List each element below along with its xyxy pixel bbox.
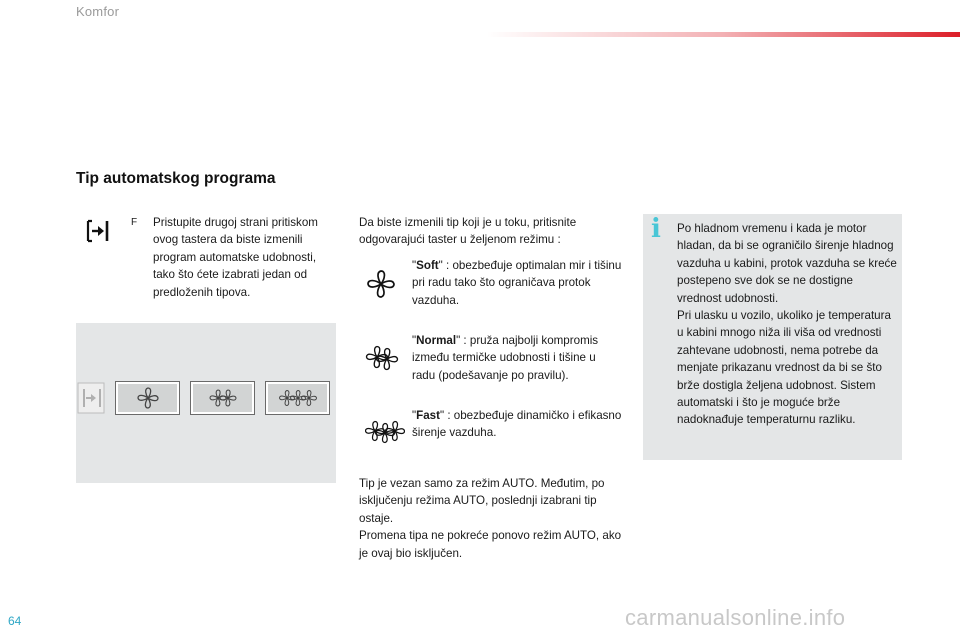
mode-soft-text: "Soft" : obezbeđuje optimalan mir i tišinu pri radu tako što ograničava protok vazduha. xyxy=(412,259,622,307)
info-text-entry: Pri ulasku u vozilo, ukoliko je temperatura u kabini mnogo niža ili viša od vrednosti zahtevane udobnosti, nema potrebe da menjate prikazanu vrednost da bi se što brže dostigla željena udobnost. Sistem automatski i što je moguće brže nadoknađuje temperaturnu razliku. xyxy=(677,309,891,427)
panel-soft-button[interactable] xyxy=(115,381,180,415)
bullet-marker: F xyxy=(131,217,138,228)
note-auto-restart: Promena tipa ne pokreće ponovo režim AUTO, ako je ovaj bio isključen. xyxy=(359,529,622,560)
fan-soft-icon xyxy=(365,268,397,305)
mode-fast-text: "Fast" : obezbeđuje dinamičko i efikasno širenje vazduha. xyxy=(412,409,622,440)
section-title: Komfor xyxy=(76,4,120,19)
panel-entry-arrow-icon xyxy=(76,381,106,415)
page-heading: Tip automatskog programa xyxy=(76,170,276,187)
mode-fast-name: Fast xyxy=(416,409,440,422)
fan-normal-icon xyxy=(365,343,399,378)
panel-normal-button[interactable] xyxy=(190,381,255,415)
bullet-text: Pristupite drugoj strani pritiskom ovog tastera da biste izmenili program automatske udobnosti, tako što ćete izabrati jedan od predloženih tipova. xyxy=(153,216,318,299)
mode-fast-desc: : obezbeđuje dinamičko i efikasno širenje vazduha. xyxy=(412,409,622,440)
page-number: 64 xyxy=(8,614,22,628)
entry-arrow-icon xyxy=(86,219,110,248)
mode-normal-text: "Normal" : pruža najbolji kompromis između termičke udobnosti i tišine u radu (podešavanje po pravilu). xyxy=(412,334,599,382)
panel-fast-button[interactable] xyxy=(265,381,330,415)
info-icon: i xyxy=(651,214,661,244)
info-box xyxy=(643,214,902,460)
mode-soft-desc: : obezbeđuje optimalan mir i tišinu pri radu tako što ograničava protok vazduha. xyxy=(412,259,622,307)
bullet-paragraph xyxy=(131,214,337,301)
note-auto-link: Tip je vezan samo za režim AUTO. Međutim, po isključenju režima AUTO, poslednji izabrani tip ostaje. xyxy=(359,477,605,525)
mode-normal-desc: : pruža najbolji kompromis između termičke udobnosti i tišine u radu (podešavanje po pravilu). xyxy=(412,334,599,382)
control-panel-illustration xyxy=(76,323,336,483)
fan-fast-icon xyxy=(365,417,405,452)
info-text xyxy=(677,220,899,429)
modes-intro: Da biste izmenili tip koji je u toku, pritisnite odgovarajući taster u željenom režimu : xyxy=(359,216,577,247)
header-accent-bar xyxy=(486,32,960,37)
watermark: carmanualsonline.info xyxy=(625,605,846,630)
info-text-cold: Po hladnom vremenu i kada je motor hladan, da bi se ograničilo širenje hladnog vazduha u kabini, protok vazduha se kreće postepeno sve dok se ne dostigne vrednost udobnosti. xyxy=(677,222,897,305)
mode-notes xyxy=(359,475,629,562)
mode-normal-name: Normal xyxy=(416,334,457,347)
mode-soft-name: Soft xyxy=(416,259,439,272)
